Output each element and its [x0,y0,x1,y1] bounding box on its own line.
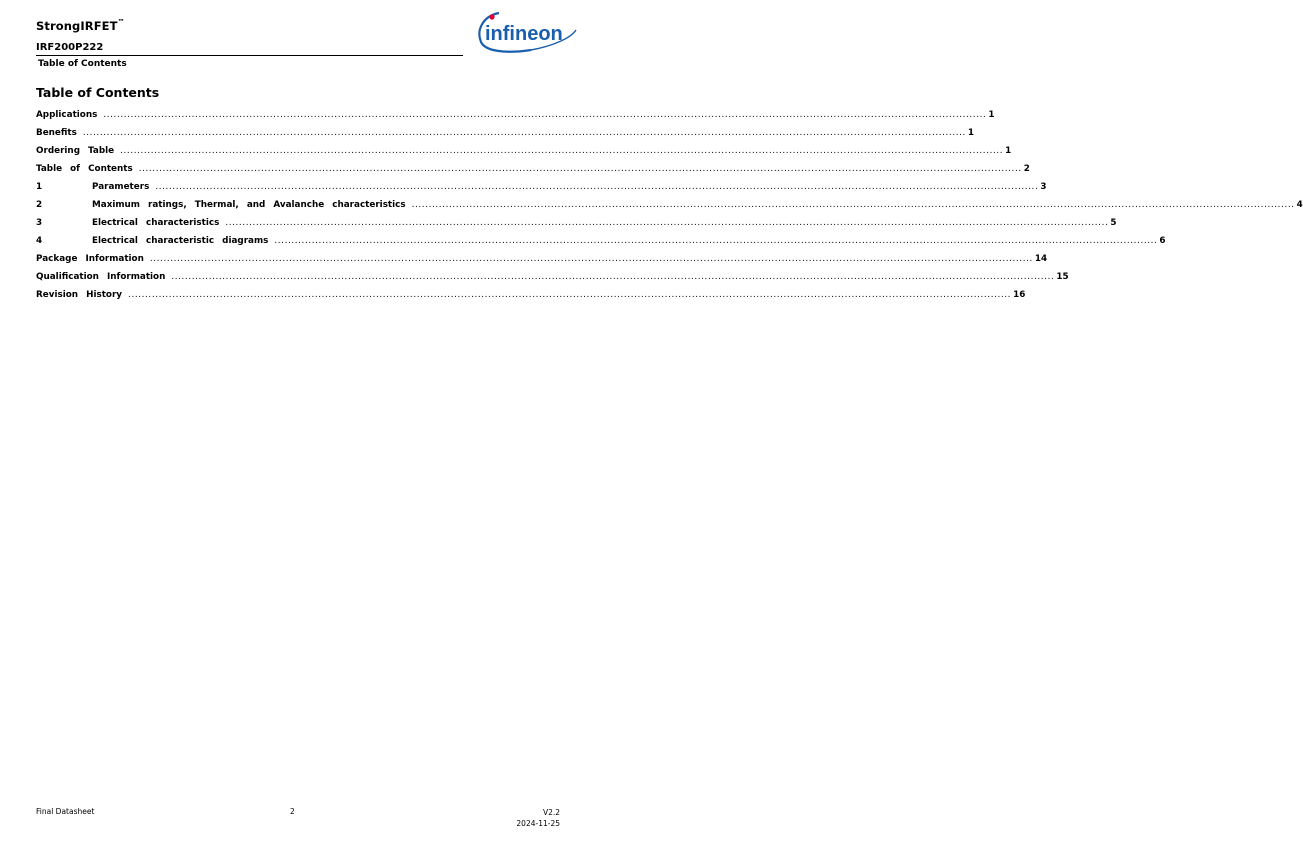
toc-entry-label[interactable]: Benefits [36,128,77,138]
toc-leader-dots: .................................................................................................................................................................................................................................................................... [171,272,1055,282]
toc-entry-page[interactable]: 5 [1110,218,1117,228]
footer-revision [516,807,560,829]
toc-leader-dots: .................................................................................................................................................................................................................................................................... [128,290,1012,300]
toc-heading: Table of Contents [36,85,160,100]
toc-entry-number: 3 [36,218,43,228]
toc-list [36,106,1303,304]
footer-page-number: 2 [290,807,295,816]
toc-entry-page[interactable]: 15 [1056,272,1069,282]
toc-entry[interactable] [36,286,1026,304]
toc-entry-page[interactable]: 3 [1040,182,1047,192]
toc-entry-page[interactable]: 16 [1013,290,1026,300]
page-header [36,15,463,70]
infineon-logo [475,8,579,54]
toc-leader-dots: .................................................................................................................................................................................................................................................................... [225,218,1109,228]
toc-entry-number: 4 [36,236,43,246]
header-divider [36,55,463,56]
toc-leader-dots: .................................................................................................................................................................................................................................................................... [149,254,1033,264]
toc-entry-label[interactable]: Applications [36,110,98,120]
toc-entry[interactable] [36,214,1117,232]
part-number: IRF200P222 [36,41,104,53]
footer-date: 2024-11-25 [516,819,560,828]
toc-leader-dots: .................................................................................................................................................................................................................................................................... [411,200,1295,210]
toc-entry-label[interactable]: Revision History [36,290,123,300]
toc-leader-dots: .................................................................................................................................................................................................................................................................... [82,128,966,138]
toc-entry[interactable] [36,142,1012,160]
toc-leader-dots: .................................................................................................................................................................................................................................................................... [155,182,1039,192]
toc-entry[interactable] [36,196,1303,214]
toc-entry-label[interactable]: Maximum ratings, Thermal, and Avalanche characteristics [92,200,406,210]
toc-entry[interactable] [36,160,1030,178]
toc-entry-page[interactable]: 4 [1296,200,1303,210]
infineon-logo-icon [475,8,579,54]
trademark-mark: ™ [117,18,125,26]
toc-entry-number: 1 [36,182,43,192]
running-section-title: Table of Contents [38,58,127,69]
footer-doc-type: Final Datasheet [36,807,95,816]
footer-version: V2.2 [542,808,560,817]
toc-entry-page[interactable]: 2 [1023,164,1030,174]
toc-entry-number: 2 [36,200,43,210]
brand-name: StrongIRFET [36,18,118,33]
toc-entry[interactable] [36,232,1166,250]
toc-entry-label[interactable]: Ordering Table [36,146,115,156]
toc-entry-label[interactable]: Table of Contents [36,164,133,174]
toc-entry[interactable] [36,268,1069,286]
product-family-title [36,15,463,34]
toc-entry-page[interactable]: 14 [1034,254,1048,264]
toc-entry-page[interactable]: 6 [1159,236,1166,246]
toc-entry-label[interactable]: Electrical characteristic diagrams [92,236,269,246]
toc-leader-dots: .................................................................................................................................................................................................................................................................... [103,110,987,120]
toc-entry-page[interactable]: 1 [988,110,995,120]
toc-entry[interactable] [36,106,995,124]
logo-wordmark: infineon [485,23,563,45]
toc-entry-label[interactable]: Parameters [92,182,150,192]
toc-entry-label[interactable]: Package Information [36,254,144,264]
toc-entry-label[interactable]: Qualification Information [36,272,166,282]
toc-entry-label[interactable]: Electrical characteristics [92,218,220,228]
toc-leader-dots: .................................................................................................................................................................................................................................................................... [120,146,1004,156]
toc-leader-dots: .................................................................................................................................................................................................................................................................... [138,164,1022,174]
toc-entry-page[interactable]: 1 [1005,146,1012,156]
toc-entry-page[interactable]: 1 [967,128,975,138]
toc-entry[interactable] [36,124,975,142]
toc-entry[interactable] [36,250,1048,268]
toc-leader-dots: .................................................................................................................................................................................................................................................................... [274,236,1158,246]
toc-entry[interactable] [36,178,1047,196]
